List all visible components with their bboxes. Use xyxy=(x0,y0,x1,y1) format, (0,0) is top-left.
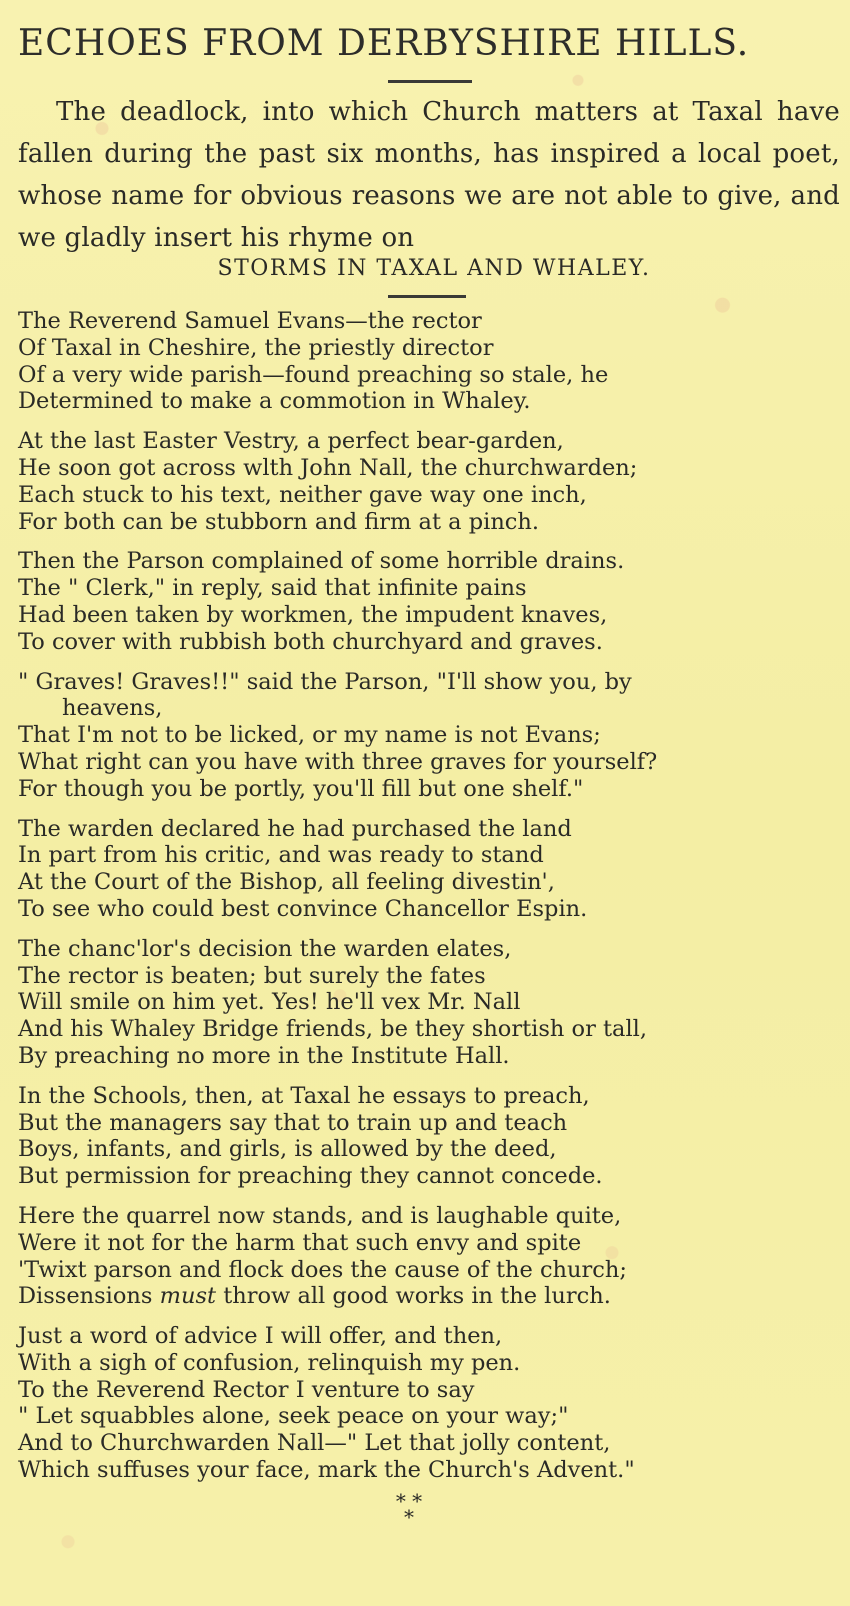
poem-line: But permission for preaching they cannot concede. xyxy=(18,1163,603,1190)
poem-line: Of a very wide parish—found preaching so stale, he xyxy=(18,361,609,388)
poem-line: For though you be portly, you'll fill but one shelf." xyxy=(18,775,584,802)
poem-title: STORMS IN TAXAL AND WHALEY. xyxy=(217,256,651,281)
poem-line: Will smile on him yet. Yes! he'll vex Mr. Nall xyxy=(18,989,521,1016)
poem-line: Here the quarrel now stands, and is laughable quite, xyxy=(18,1202,622,1229)
poem-line: Had been taken by workmen, the impudent knaves, xyxy=(18,601,608,628)
article xyxy=(18,18,840,1529)
stanza xyxy=(18,1083,840,1190)
poem-line-start: Dissensions xyxy=(18,1283,160,1310)
poem-line: By preaching no more in the Institute Hall. xyxy=(18,1042,510,1069)
poem-title-rule xyxy=(388,295,466,298)
poem-line: " Let squabbles alone, seek peace on your way;" xyxy=(18,1403,569,1430)
poem-line: With a sigh of confusion, relinquish my pen. xyxy=(18,1349,521,1376)
stanza xyxy=(18,308,840,415)
poem-line xyxy=(18,1283,840,1310)
closing-asterism: * * * xyxy=(395,1488,423,1529)
poem-line: To see who could best convince Chancellor Espin. xyxy=(18,895,588,922)
emphasized-word: must xyxy=(159,1283,217,1310)
stanza xyxy=(18,428,840,535)
poem-line: In the Schools, then, at Taxal he essays to preach, xyxy=(18,1082,590,1109)
poem-line: And his Whaley Bridge friends, be they shortish or tall, xyxy=(18,1016,647,1043)
poem-line: Then the Parson complained of some horrible drains. xyxy=(18,548,625,575)
poem-line: Just a word of advice I will offer, and then, xyxy=(18,1323,503,1350)
poem-line: The rector is beaten; but surely the fates xyxy=(18,962,486,989)
poem-line-end: throw all good works in the lurch. xyxy=(216,1283,611,1310)
poem-line: The chanc'lor's decision the warden elates, xyxy=(18,935,512,962)
poem-line: The " Clerk," in reply, said that infinite pains xyxy=(18,575,527,602)
stanza xyxy=(18,816,840,923)
poem-line: The Reverend Samuel Evans—the rector xyxy=(18,308,482,334)
stanza xyxy=(18,1323,840,1484)
poem-line: To cover with rubbish both churchyard and graves. xyxy=(18,628,603,655)
poem-line: He soon got across wlth John Nall, the churchwarden; xyxy=(18,454,638,481)
poem-line: 'Twixt parson and flock does the cause of the church; xyxy=(18,1256,627,1283)
poem-line: " Graves! Graves!!" said the Parson, "I'll show you, by xyxy=(18,668,632,695)
poem-line: Were it not for the harm that such envy and spite xyxy=(18,1229,582,1256)
stanza xyxy=(18,1203,840,1310)
poem-line: Each stuck to his text, neither gave way one inch, xyxy=(18,481,587,508)
poem-line: Of Taxal in Cheshire, the priestly director xyxy=(18,334,494,361)
poem-line: For both can be stubborn and firm at a pinch. xyxy=(18,508,540,535)
poem-line: Determined to make a commotion in Whaley. xyxy=(18,388,531,415)
headline: ECHOES FROM DERBYSHIRE HILLS. xyxy=(18,23,750,64)
poem-line: At the Court of the Bishop, all feeling divestin', xyxy=(18,869,555,896)
poem-line: The warden declared he had purchased the land xyxy=(18,815,572,842)
stanza xyxy=(18,548,840,655)
poem-line: In part from his critic, and was ready to stand xyxy=(18,842,544,869)
poem-line: Boys, infants, and girls, is allowed by the deed, xyxy=(18,1136,557,1163)
intro-paragraph: The deadlock, into which Church matters at Taxal have fallen during the past six months, has inspired a local poet, whose name for obvious reasons we are not able to give, and we gladly insert his rhyme on xyxy=(18,97,840,253)
poem-line: And to Churchwarden Nall—" Let that jolly content, xyxy=(18,1430,611,1457)
poem-line: What right can you have with three graves for yourself? xyxy=(18,748,658,775)
stanza xyxy=(18,669,840,803)
poem-line-continuation: heavens, xyxy=(62,695,163,722)
poem-line: That I'm not to be licked, or my name is not Evans; xyxy=(18,722,601,749)
poem-line: Which suffuses your face, mark the Church's Advent." xyxy=(18,1457,635,1484)
poem-line: At the last Easter Vestry, a perfect bear-garden, xyxy=(18,428,564,455)
headline-rule xyxy=(388,80,472,83)
poem-line: But the managers say that to train up and teach xyxy=(18,1109,568,1136)
poem-line: To the Reverend Rector I venture to say xyxy=(18,1376,475,1403)
stanza xyxy=(18,936,840,1070)
